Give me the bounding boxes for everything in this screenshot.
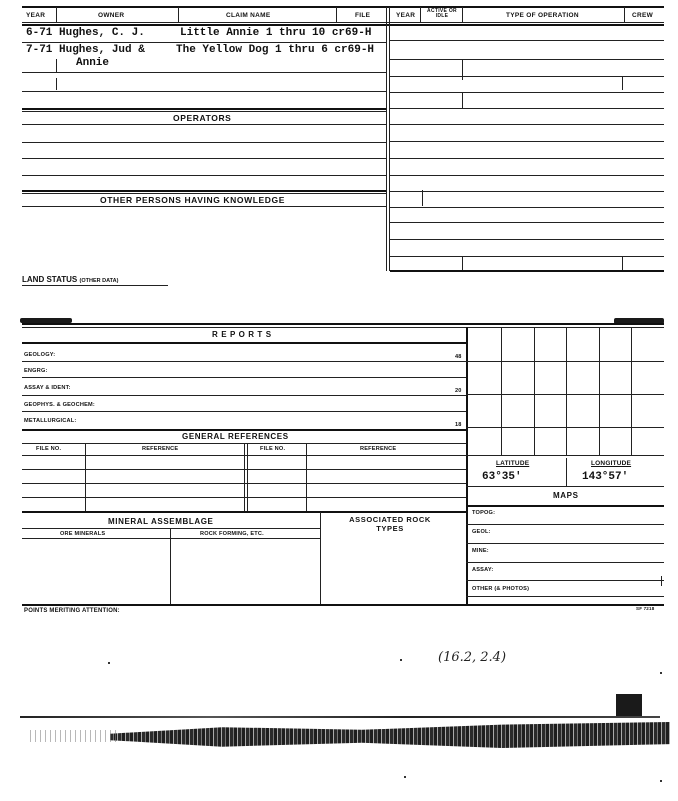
operators-label: OPERATORS — [173, 113, 232, 123]
ref-header-file-no-1: FILE NO. — [36, 446, 62, 452]
report-geology-label: GEOLOGY: — [24, 352, 56, 358]
land-status-sub: (OTHER DATA) — [79, 278, 119, 284]
claim-row-1: Little Annie 1 thru 10 cr69-H — [180, 27, 372, 39]
ref-header-file-no-2: FILE NO. — [260, 446, 286, 452]
land-status — [22, 275, 118, 284]
report-assay-label: ASSAY & IDENT: — [24, 385, 71, 391]
report-metallurgical-label: METALLURGICAL: — [24, 418, 77, 424]
latitude-value: 63°35' — [482, 471, 522, 483]
owner-row-1: 6-71 Hughes, C. J. — [26, 27, 145, 39]
longitude-label: LONGITUDE — [591, 460, 632, 467]
points-meriting-attention-label: POINTS MERITING ATTENTION: — [24, 608, 120, 614]
handwritten-coordinates-note: (16.2, 2.4) — [438, 650, 507, 665]
form-code: SF 7218 — [636, 606, 655, 611]
map-mine: MINE: — [472, 548, 489, 554]
col-header-claim-name: CLAIM NAME — [226, 12, 271, 19]
latitude-label: LATITUDE — [496, 460, 530, 467]
rock-forming-label: ROCK FORMING, ETC. — [200, 531, 264, 537]
report-geophys-label: GEOPHYS. & GEOCHEM: — [24, 402, 95, 408]
map-topog: TOPOG: — [472, 510, 496, 516]
mineral-assemblage-title: MINERAL ASSEMBLAGE — [108, 517, 214, 526]
report-assay-num: 20 — [455, 388, 462, 394]
report-geology-num: 48 — [455, 354, 462, 360]
col-header-crew: CREW — [632, 12, 654, 19]
claim-row-2: The Yellow Dog 1 thru 6 cr69-H — [176, 44, 375, 56]
reports-title: R E P O R T S — [212, 330, 272, 339]
ref-header-reference-2: REFERENCE — [360, 446, 397, 452]
col-header-type-of-operation: TYPE OF OPERATION — [506, 12, 579, 19]
owner-row-2-cont: Annie — [76, 57, 110, 69]
report-engrg-label: ENGRG: — [24, 368, 48, 374]
col-header-owner: OWNER — [98, 12, 125, 19]
land-status-label: LAND STATUS — [22, 275, 78, 284]
longitude-value: 143°57' — [582, 471, 629, 483]
col-header-file: FILE — [355, 12, 371, 19]
maps-title: MAPS — [553, 491, 579, 500]
other-persons-label: OTHER PERSONS HAVING KNOWLEDGE — [100, 195, 286, 205]
owner-row-2: 7-71 Hughes, Jud & — [26, 44, 145, 56]
col-header-year-right: YEAR — [396, 12, 416, 19]
ore-minerals-label: ORE MINERALS — [60, 531, 106, 537]
col-header-active-or-idle: ACTIVE OR IDLE — [427, 8, 457, 19]
ref-header-reference-1: REFERENCE — [142, 446, 179, 452]
general-references-title: GENERAL REFERENCES — [182, 432, 289, 441]
report-metallurgical-num: 18 — [455, 422, 462, 428]
col-header-year: YEAR — [26, 12, 46, 19]
map-assay: ASSAY: — [472, 567, 494, 573]
associated-rock-types-label: ASSOCIATED ROCK TYPES — [349, 515, 431, 533]
map-geol: GEOL: — [472, 529, 491, 535]
map-other-photos: OTHER (& PHOTOS) — [472, 586, 530, 592]
